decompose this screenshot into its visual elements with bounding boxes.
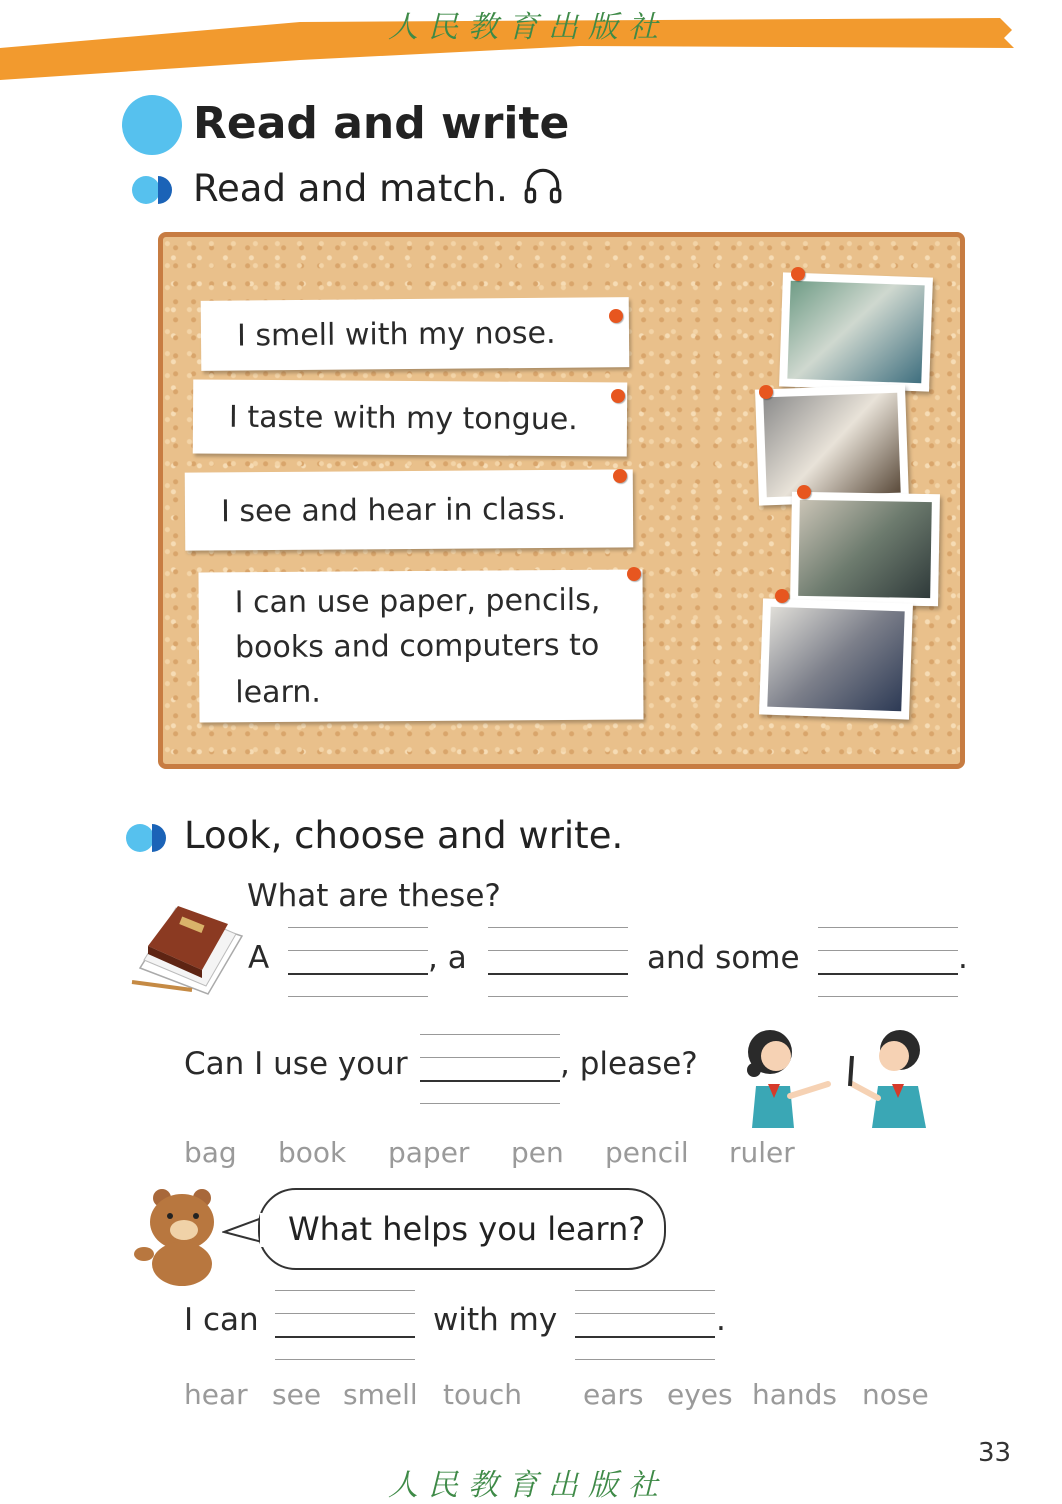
card-text: I can use paper, pencils, books and computers to learn. bbox=[234, 582, 601, 710]
word-option[interactable]: nose bbox=[862, 1378, 929, 1411]
answer-blank-1[interactable] bbox=[288, 927, 428, 997]
q1-and-some: and some bbox=[647, 940, 800, 976]
match-card-3[interactable] bbox=[185, 469, 634, 550]
publisher-logo-bottom: 人民教育出版社 bbox=[388, 1468, 668, 1503]
pin-icon bbox=[791, 267, 805, 281]
bubble-tail-join bbox=[260, 1213, 264, 1247]
match-card-1[interactable] bbox=[201, 297, 630, 371]
pin-icon bbox=[611, 389, 625, 403]
q3-before: I can bbox=[184, 1302, 259, 1338]
word-option[interactable]: see bbox=[272, 1378, 322, 1411]
pin-icon bbox=[627, 567, 641, 581]
question-1: What are these? bbox=[247, 878, 501, 914]
photo-girl-drinking[interactable] bbox=[759, 598, 913, 719]
photo-teacher-student[interactable] bbox=[779, 272, 933, 391]
photo-image bbox=[787, 281, 924, 384]
word-option[interactable]: hands bbox=[752, 1378, 838, 1411]
pin-icon bbox=[775, 589, 789, 603]
q1-period: . bbox=[958, 940, 968, 976]
answer-blank-2[interactable] bbox=[488, 927, 628, 997]
pin-icon bbox=[797, 485, 811, 499]
pin-icon bbox=[609, 309, 623, 323]
q2-after: , please? bbox=[560, 1046, 698, 1082]
answer-blank-5[interactable] bbox=[275, 1290, 415, 1360]
q3-middle: with my bbox=[433, 1302, 558, 1338]
pin-icon bbox=[759, 385, 773, 399]
bubble-text: What helps you learn? bbox=[288, 1210, 646, 1248]
word-option[interactable]: hear bbox=[184, 1378, 248, 1411]
photo-image bbox=[763, 393, 900, 498]
photo-boy-eating[interactable] bbox=[755, 384, 909, 505]
read-match-instruction: Read and match. bbox=[193, 167, 508, 210]
publisher-logo-top: 人民教育出版社 bbox=[388, 10, 668, 45]
photo-image bbox=[798, 500, 932, 598]
q1-a: A bbox=[248, 940, 270, 976]
bullet-icon bbox=[132, 176, 172, 204]
match-card-2[interactable] bbox=[193, 379, 628, 456]
bullet-icon bbox=[126, 824, 166, 852]
section-title: Read and write bbox=[193, 98, 570, 149]
word-option[interactable]: ruler bbox=[729, 1136, 795, 1169]
page-number: 33 bbox=[978, 1438, 1012, 1468]
word-option[interactable]: pen bbox=[511, 1136, 564, 1169]
pin-icon bbox=[613, 469, 627, 483]
headphones-icon[interactable] bbox=[522, 164, 564, 206]
word-option[interactable]: ears bbox=[583, 1378, 644, 1411]
speech-bubble bbox=[258, 1188, 666, 1270]
photo-image bbox=[767, 607, 904, 712]
word-option[interactable]: smell bbox=[343, 1378, 418, 1411]
word-option[interactable]: bag bbox=[184, 1136, 237, 1169]
book-paper-illustration bbox=[130, 906, 248, 998]
word-option[interactable]: pencil bbox=[605, 1136, 689, 1169]
match-card-4[interactable] bbox=[198, 569, 643, 722]
kids-illustration bbox=[742, 1026, 932, 1128]
card-text: I smell with my nose. bbox=[236, 315, 556, 354]
card-text: I taste with my tongue. bbox=[228, 399, 578, 437]
word-option[interactable]: eyes bbox=[667, 1378, 733, 1411]
answer-blank-6[interactable] bbox=[575, 1290, 715, 1360]
bear-mascot bbox=[132, 1186, 232, 1286]
word-option[interactable]: touch bbox=[443, 1378, 522, 1411]
photo-online-class[interactable] bbox=[790, 492, 940, 607]
bubble-tail bbox=[222, 1212, 262, 1248]
look-choose-instruction: Look, choose and write. bbox=[184, 814, 624, 857]
card-text: I see and hear in class. bbox=[220, 491, 567, 529]
q2-before: Can I use your bbox=[184, 1046, 408, 1082]
cork-board bbox=[158, 232, 965, 769]
q3-period: . bbox=[716, 1302, 726, 1338]
q1-comma-a: , a bbox=[428, 940, 467, 976]
answer-blank-3[interactable] bbox=[818, 927, 958, 997]
word-option[interactable]: book bbox=[278, 1136, 347, 1169]
word-option[interactable]: paper bbox=[388, 1136, 470, 1169]
answer-blank-4[interactable] bbox=[420, 1034, 560, 1104]
section-dot-icon bbox=[122, 95, 182, 155]
